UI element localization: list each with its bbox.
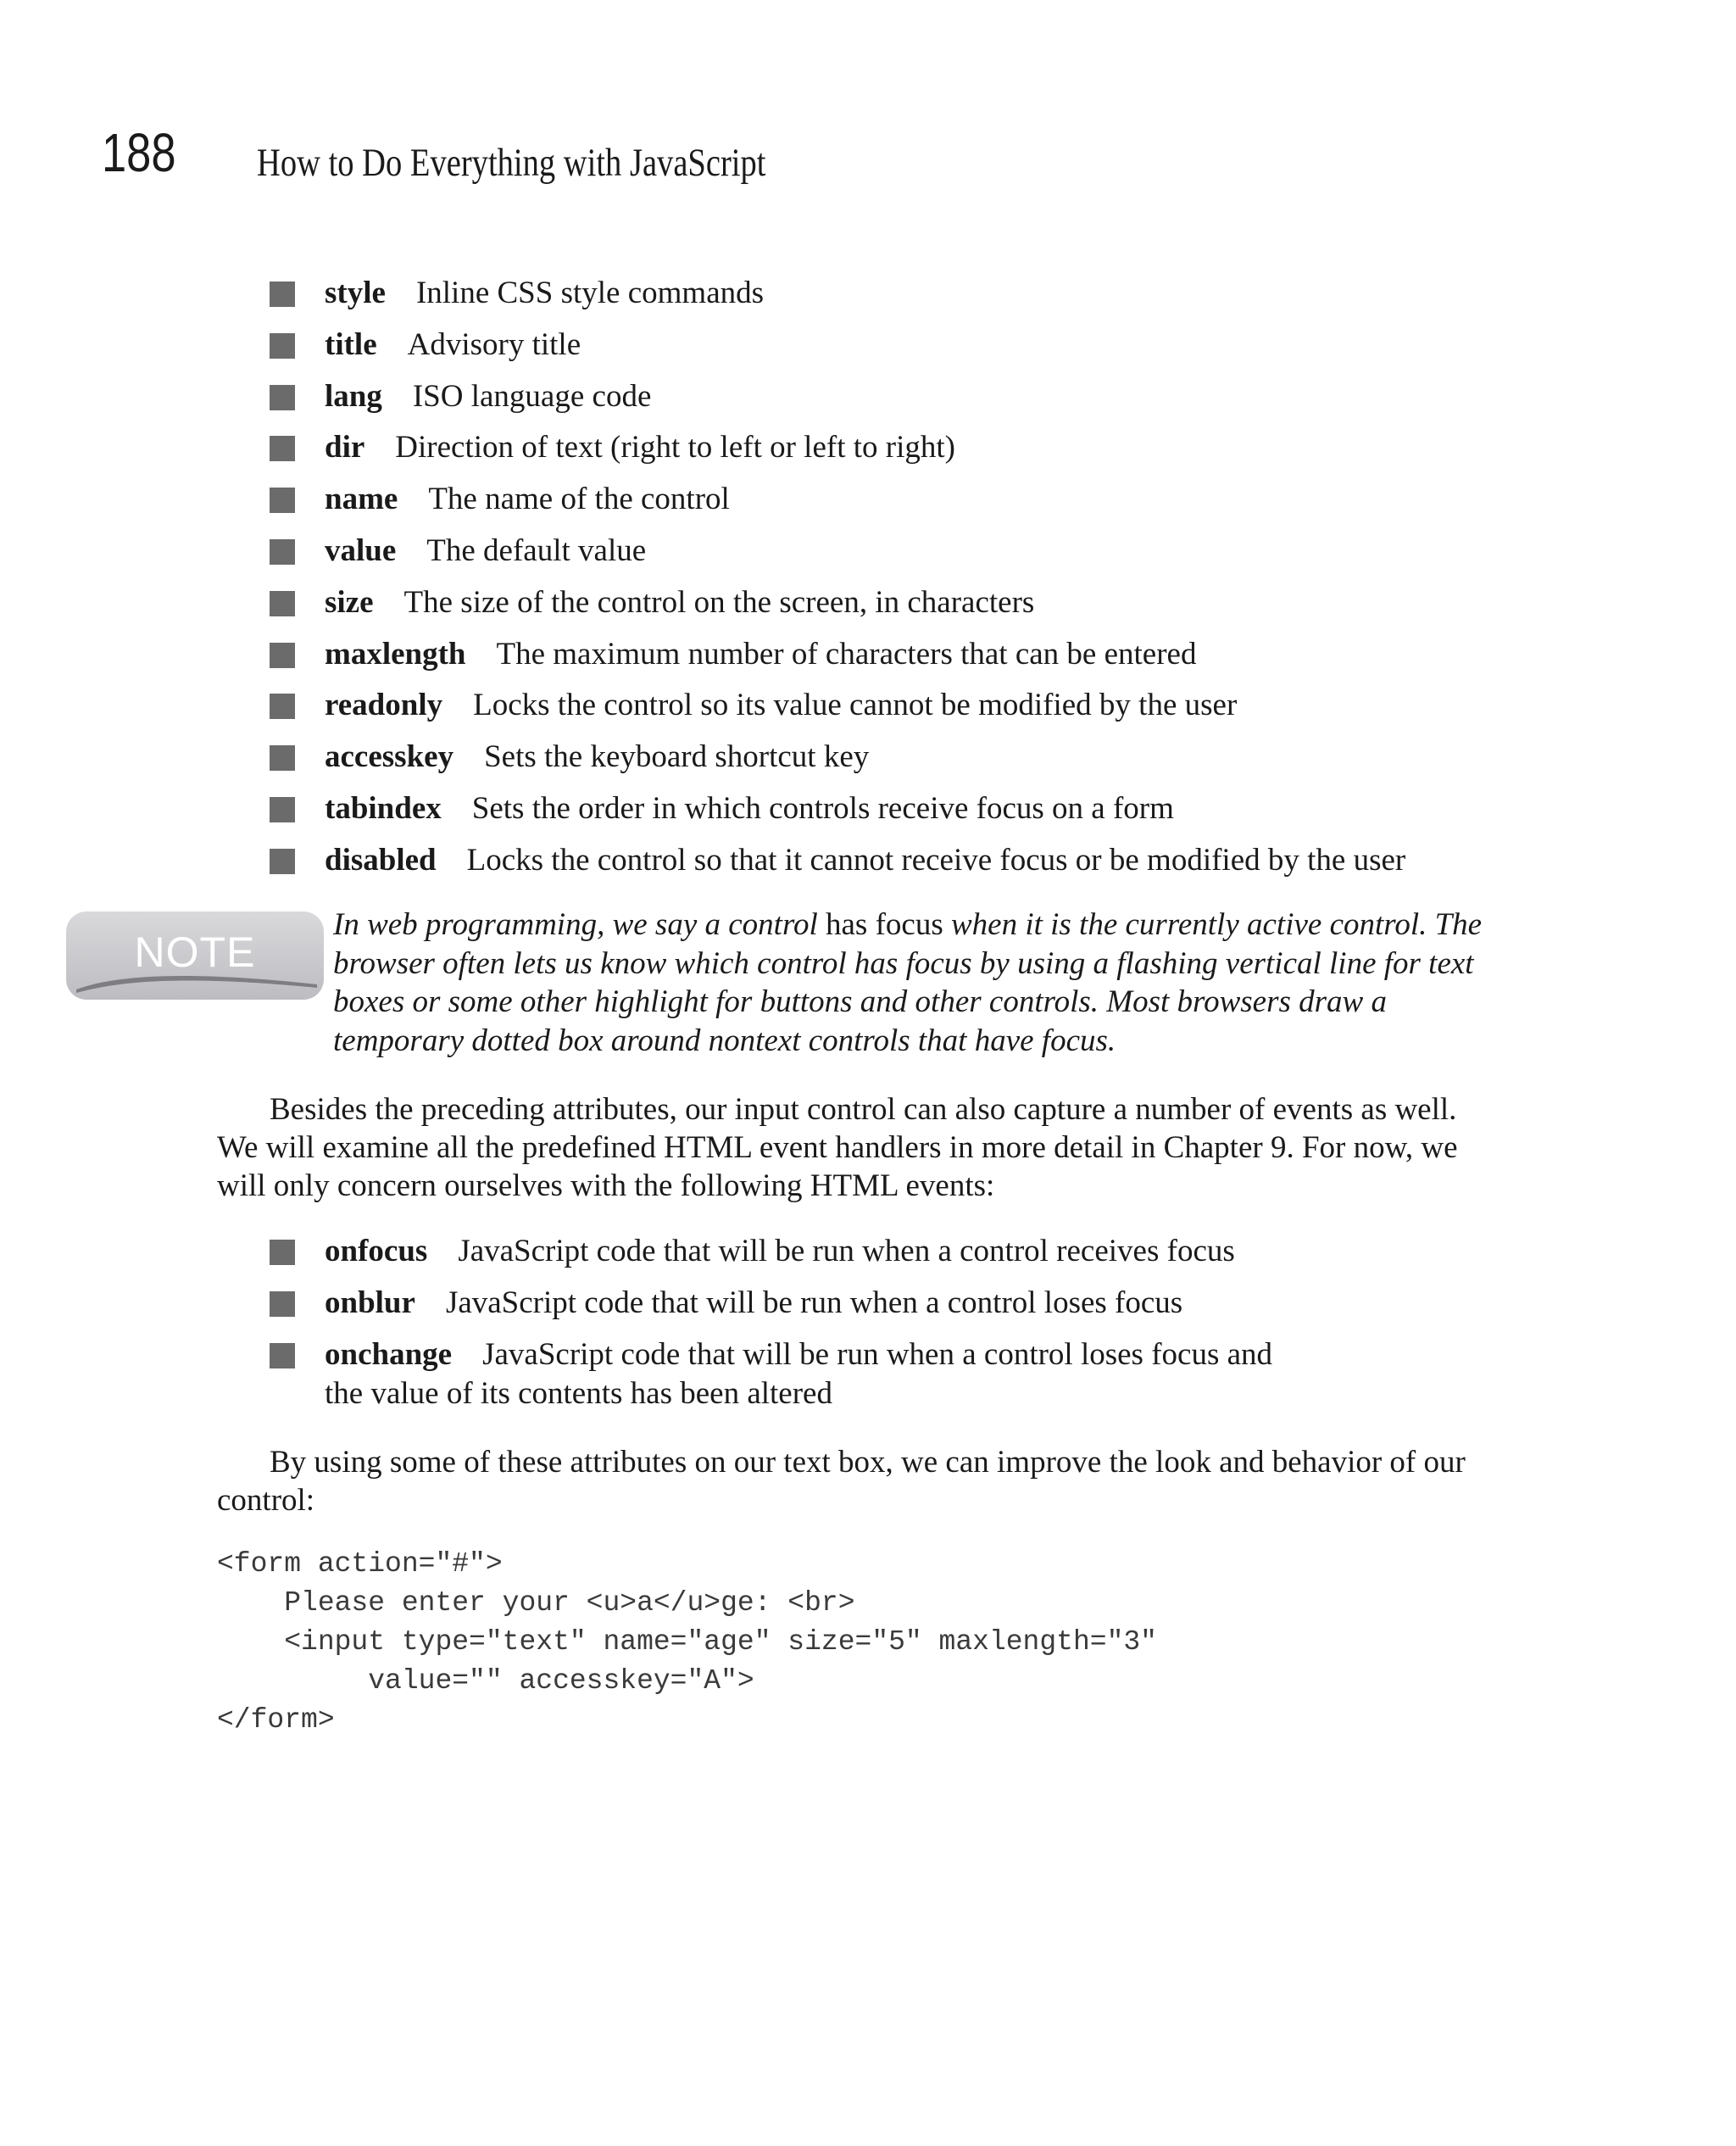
attribute-description: Sets the keyboard shortcut key <box>484 739 870 775</box>
attribute-list <box>270 274 1405 893</box>
event-term: onfocus <box>325 1234 428 1268</box>
attribute-term: value <box>325 532 397 568</box>
list-item <box>270 1335 1272 1413</box>
event-term: onchange <box>325 1336 453 1372</box>
attribute-term: tabindex <box>325 790 442 826</box>
attribute-description: Locks the control so its value cannot be modified by the user <box>473 688 1238 723</box>
attribute-description: Sets the order in which controls receive focus on a form <box>471 790 1174 826</box>
attribute-description: Inline CSS style commands <box>415 276 765 310</box>
attribute-term: dir <box>325 430 365 465</box>
square-bullet-icon <box>270 745 295 771</box>
code-line: Please enter your <u>a</u>ge: <br> <box>217 1587 855 1619</box>
square-bullet-icon <box>270 694 295 719</box>
event-description: JavaScript code that will be run when a control loses focus <box>445 1285 1183 1320</box>
attribute-term: disabled <box>325 842 437 878</box>
attribute-term: maxlength <box>325 636 466 672</box>
attribute-description: Locks the control so that it cannot receive focus or be modified by the user <box>466 842 1406 878</box>
note-text-after: when it is the currently active control. The browser often lets us know which control has focus by using a flashing vertical line for text boxes or some other highlight for buttons and other controls. Most browsers draw a temporary dotted box around nontext controls that have focus. <box>333 907 1483 1058</box>
attribute-term: lang <box>325 378 382 414</box>
attribute-term: readonly <box>325 688 443 723</box>
running-title: How to Do Everything with JavaScript <box>257 141 766 185</box>
list-item <box>270 635 1405 674</box>
attribute-term: style <box>325 276 386 310</box>
square-bullet-icon <box>270 436 295 461</box>
square-bullet-icon <box>270 591 295 616</box>
event-description: JavaScript code that will be run when a control loses focus and <box>482 1336 1273 1372</box>
list-item <box>270 686 1405 725</box>
square-bullet-icon <box>270 1291 295 1317</box>
code-block <box>217 1545 1157 1740</box>
attribute-description: The maximum number of characters that can be entered <box>496 636 1197 672</box>
note-label: NOTE <box>134 928 256 976</box>
code-line: <form action="#"> <box>217 1548 503 1580</box>
attribute-term: name <box>325 482 398 517</box>
code-line: <input type="text" name="age" size="5" maxlength="3" <box>217 1626 1157 1658</box>
event-list <box>270 1232 1272 1425</box>
list-item <box>270 738 1405 777</box>
list-item <box>270 1284 1272 1323</box>
square-bullet-icon <box>270 281 295 307</box>
list-item <box>270 583 1405 622</box>
note-text-before: In web programming, we say a control <box>333 907 826 942</box>
note-emphasis: has focus <box>826 907 943 942</box>
attribute-term: accesskey <box>325 739 454 775</box>
attribute-description: ISO language code <box>412 378 652 414</box>
attribute-term: title <box>325 326 377 362</box>
list-item <box>270 1232 1272 1271</box>
square-bullet-icon <box>270 385 295 410</box>
square-bullet-icon <box>270 849 295 874</box>
square-bullet-icon <box>270 1343 295 1368</box>
attribute-description: Advisory title <box>407 326 581 362</box>
square-bullet-icon <box>270 643 295 668</box>
list-item <box>270 841 1405 880</box>
square-bullet-icon <box>270 1240 295 1265</box>
square-bullet-icon <box>270 539 295 565</box>
attribute-description: The name of the control <box>428 482 730 517</box>
list-item <box>270 274 1405 313</box>
attribute-description: The size of the control on the screen, in characters <box>403 584 1035 620</box>
square-bullet-icon <box>270 488 295 513</box>
list-item <box>270 789 1405 828</box>
square-bullet-icon <box>270 333 295 359</box>
event-description: JavaScript code that will be run when a control receives focus <box>458 1234 1235 1268</box>
note-badge <box>66 911 324 1000</box>
page-number: 188 <box>102 122 176 183</box>
body-paragraph: Besides the preceding attributes, our input control can also capture a number of events as well. We will examine all the predefined HTML event handlers in more detail in Chapter 9. For now, we will only concern ourselves with the following HTML events: <box>217 1092 1458 1203</box>
list-item <box>270 532 1405 571</box>
event-term: onblur <box>325 1285 415 1320</box>
square-bullet-icon <box>270 797 295 822</box>
body-paragraph: By using some of these attributes on our text box, we can improve the look and behavior of our control: <box>217 1445 1466 1518</box>
event-description-continued: the value of its contents has been altered <box>325 1375 832 1411</box>
list-item <box>270 377 1405 416</box>
list-item <box>270 428 1405 467</box>
note-text <box>333 906 1486 1060</box>
code-line: value="" accesskey="A"> <box>217 1665 754 1697</box>
attribute-term: size <box>325 584 374 620</box>
list-item <box>270 326 1405 365</box>
attribute-description: The default value <box>426 532 647 568</box>
list-item <box>270 480 1405 519</box>
attribute-description: Direction of text (right to left or left to right) <box>395 430 955 465</box>
code-line: </form> <box>217 1704 335 1736</box>
